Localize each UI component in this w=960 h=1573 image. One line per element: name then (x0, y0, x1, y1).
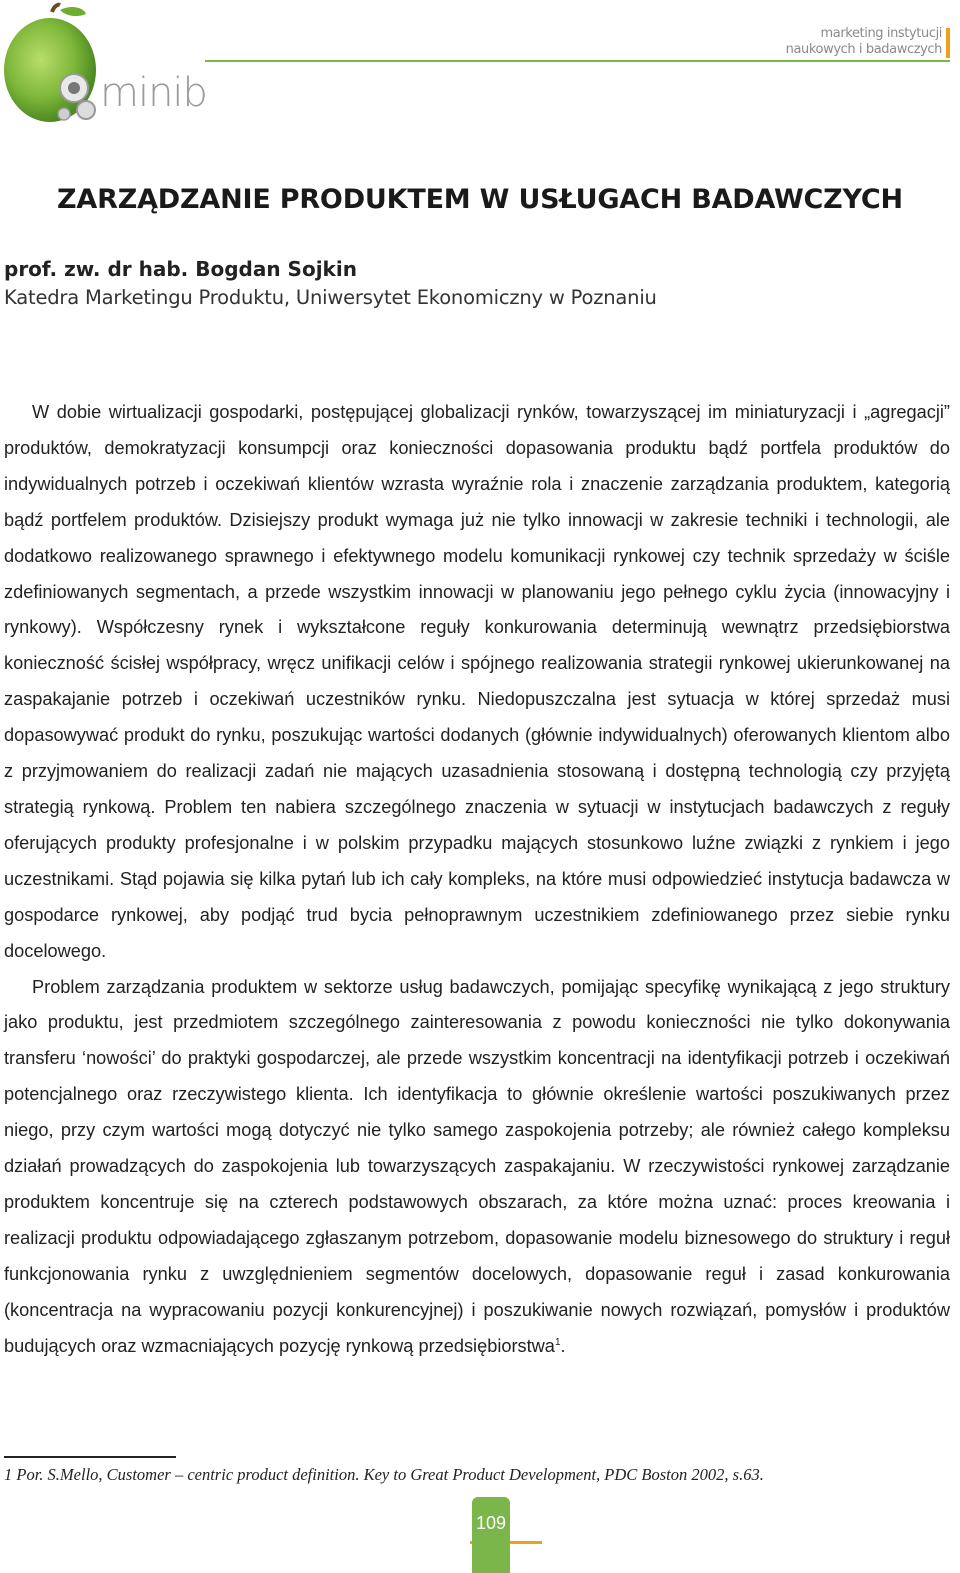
page-number-tab (472, 1497, 510, 1573)
article-body (4, 395, 950, 1364)
page-number: 109 (475, 1513, 507, 1533)
tagline-line-1: marketing instytucji (820, 26, 942, 41)
article-title: ZARZĄDZANIE PRODUKTEM W USŁUGACH BADAWCZYCH (57, 184, 903, 215)
tagline-line-2: naukowych i badawczych (785, 42, 942, 57)
paragraph: W dobie wirtualizacji gospodarki, postępującej globalizacji rynków, towarzyszącej im miniaturyzacji i „agregacji” produktów, demokratyzacji konsumpcji oraz konieczności dopasowania produktu bądź portfela produktów do indywidualnych potrzeb i oczekiwań klientów wzrasta wyraźnie rola i znaczenie zarządzania produktem, kategorią bądź portfelem produktów. Dzisiejszy produkt wymaga już nie tylko innowacji w zakresie techniki i technologii, ale dodatkowo realizowanego sprawnego i efektywnego modelu komunikacji rynkowej czy technik sprzedaży w ściśle zdefiniowanych segmentach, a przede wszystkim innowacji w planowaniu jego pełnego cyklu życia (innowacyjny i rynkowy). Współczesny rynek i wykształcone reguły konkurowania determinują wewnątrz przedsiębiorstwa konieczność ścisłej współpracy, wręcz unifikacji celów i spójnego realizowania strategii rynkowej ukierunkowanej na zaspakajanie potrzeb i oczekiwań uczestników rynku. Niedopuszczalna jest sytuacja w której sprzedaż musi dopasowywać produkt do rynku, poszukując wartości dodanych (głównie indywidualnych) oferowanych klientom albo z przyjmowaniem do realizacji zadań nie mających uzasadnienia stosowaną i dostępną technologią czy przyjętą strategią rynkową. Problem ten nabiera szczególnego znaczenia w sytuacji w instytucjach badawczych z reguły oferujących produkty profesjonalne i w polskim przypadku mających stosunkowo luźne związki z rynkiem i jego uczestnikami. Stąd pojawia się kilka pytań lub ich cały kompleks, na które musi odpowiedzieć instytucja badawcza w gospodarce rynkowej, aby podjąć trud bycia pełnoprawnym uczestnikiem zdefiniowanego przez siebie rynku docelowego. (4, 402, 950, 961)
tagline-accent-bar (946, 28, 950, 58)
header-tagline (786, 26, 942, 58)
footnote-rule (4, 1456, 176, 1458)
footnote: 1 Por. S.Mello, Customer – centric product definition. Key to Great Product Development, PDC Boston 2002, s.63. (4, 1465, 764, 1484)
footnote-marker: 1 (554, 1336, 561, 1348)
header-rule (205, 60, 950, 62)
author-affiliation: Katedra Marketingu Produktu, Uniwersytet Ekonomiczny w Poznaniu (4, 286, 657, 309)
paragraph: Problem zarządzania produktem w sektorze usług badawczych, pomijając specyfikę wynikającą z jego struktury jako produktu, jest przedmiotem szczególnego zainteresowania z powodu konieczności nie tylko dokonywania transferu ‘nowości’ do praktyki gospodarczej, ale przede wszystkim koncentracji na identyfikacji potrzeb i oczekiwań potencjalnego oraz rzeczywistego klienta. Ich identyfikacja to głównie określenie wartości poszukiwanych przez niego, przy czym wartości mogą dotyczyć nie tylko samego zaspokojenia potrzeby; ale również całego kompleksu działań prowadzących do zaspokojenia lub towarzyszących zaspakajaniu. W rzeczywistości rynkowej zarządzanie produktem koncentruje się na czterech podstawowych obszarach, za które można uznać: proces kreowania i realizacji produktu odpowiadającego zgłaszanym potrzebom, dopasowanie modelu biznesowego do struktury i reguł funkcjonowania rynku z uwzględnieniem segmentów docelowych, dopasowanie reguł i zasad konkurowania (koncentracja na wypracowaniu pozycji konkurencyjnej) i poszukiwanie nowych rozwiązań, pomysłów i produktów budujących oraz wzmacniających pozycję rynkową przedsiębiorstwa$^1$. (4, 976, 950, 1356)
logo-wordmark: minib (100, 70, 207, 116)
author-name: prof. zw. dr hab. Bogdan Sojkin (4, 257, 357, 281)
